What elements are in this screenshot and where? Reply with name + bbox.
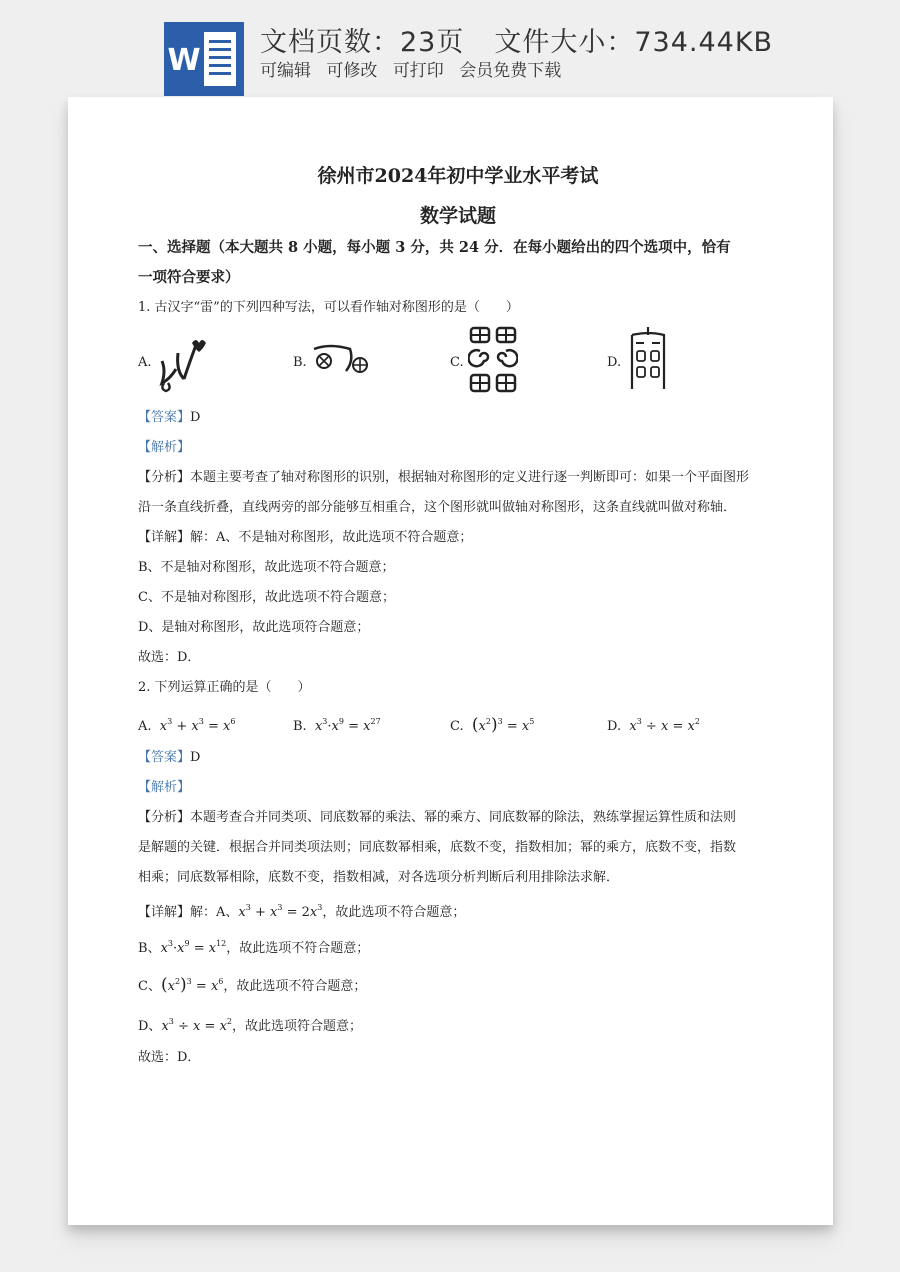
answer-tag: 【答案】 [138, 750, 191, 765]
feature-editable: 可编辑 [260, 61, 311, 81]
q2-option-c: C. $(x^2)^3 = x^5$ [450, 715, 535, 735]
q2-option-b: B. $x^3\cdot x^9 = x^{27}$ [293, 717, 381, 734]
lei-glyph-a-icon [156, 331, 206, 393]
feature-modifiable: 可修改 [326, 61, 378, 81]
q1-detail-a: 【详解】解：A、不是轴对称图形，故此选项不符合题意； [138, 530, 473, 545]
lei-glyph-b-icon [310, 341, 374, 381]
q2-detail-c: C、$(x^2)^3 = x^6$，故此选项不符合题意； [138, 975, 367, 995]
q1-detail-d: D、是轴对称图形，故此选项符合题意； [138, 620, 370, 635]
q1-option-a-label: A. [138, 355, 152, 370]
word-logo-letter: W [167, 43, 201, 78]
file-size: 文件大小：734.44KB [494, 27, 774, 58]
question-2-stem: 2. 下列运算正确的是（ ） [138, 680, 311, 695]
q2-conclusion: 故选：D． [138, 1050, 201, 1065]
word-document-icon [164, 22, 244, 96]
q2-detail-b: B、$x^3\cdot x^9 = x^{12}$，故此选项不符合题意； [138, 939, 370, 956]
q1-detail-b: B、不是轴对称图形，故此选项不符合题意； [138, 560, 395, 575]
q1-option-d-label: D. [607, 355, 622, 370]
q2-fenxi-line-1: 【分析】本题考查合并同类项、同底数幂的乘法、幂的乘方、同底数幂的除法，熟练掌握运算性质和法则 [138, 810, 737, 825]
q1-fenxi-line-1: 【分析】本题主要考查了轴对称图形的识别，根据轴对称图形的定义进行逐一判断即可：如果一个平面图形 [138, 470, 750, 485]
lei-glyph-c-icon [468, 325, 518, 395]
answer-tag: 【答案】 [138, 410, 191, 425]
q1-answer [138, 409, 200, 427]
q2-detail-a: 【详解】解：A、$x^3 + x^3 = 2x^3$，故此选项不符合题意； [138, 903, 466, 920]
exam-title: 徐州市2024年初中学业水平考试 [317, 165, 599, 187]
feature-member-download: 会员免费下载 [459, 61, 562, 81]
q2-fenxi-line-3: 相乘；同底数幂相除，底数不变，指数相减，对各选项分析判断后利用排除法求解． [138, 870, 620, 885]
section-heading: 一、选择题（本大题共 8 小题，每小题 3 分，共 24 分．在每小题给出的四个选项中，恰有 [138, 239, 731, 256]
download-banner [0, 0, 900, 100]
q1-conclusion: 故选：D． [138, 650, 201, 665]
q2-fenxi-line-2: 是解题的关键．根据合并同类项法则；同底数幂相乘，底数不变，指数相加；幂的乘方，底数不变，指数 [138, 840, 737, 855]
q2-analysis-tag: 【解析】 [138, 780, 191, 795]
document-page [68, 97, 833, 1225]
q2-answer [138, 749, 200, 767]
q1-analysis-tag: 【解析】 [138, 440, 191, 455]
answer-value: D [190, 410, 201, 425]
section-heading-cont: 一项符合要求） [138, 269, 240, 286]
exam-subtitle: 数学试题 [419, 205, 496, 227]
page-count: 文档页数：23页 [260, 27, 465, 58]
q1-option-c-label: C. [450, 355, 464, 370]
q1-detail-c: C、不是轴对称图形，故此选项不符合题意； [138, 590, 395, 605]
q2-option-d: D. $x^3 \div x = x^2$ [607, 717, 700, 734]
feature-printable: 可打印 [392, 61, 444, 81]
q2-detail-d: D、$x^3 \div x = x^2$，故此选项符合题意； [138, 1017, 363, 1034]
lei-glyph-d-icon [626, 325, 670, 397]
answer-value: D [190, 750, 201, 765]
q1-option-b-label: B. [293, 355, 307, 370]
feature-list [260, 56, 571, 81]
banner-title [260, 20, 773, 59]
q2-option-a: A. $x^3 + x^3 = x^6$ [138, 717, 236, 734]
question-1-stem: 1. 古汉字“雷”的下列四种写法，可以看作轴对称图形的是（ ） [138, 300, 519, 315]
q1-fenxi-line-2: 沿一条直线折叠，直线两旁的部分能够互相重合，这个图形就叫做轴对称图形，这条直线就叫做对称轴． [138, 500, 737, 515]
